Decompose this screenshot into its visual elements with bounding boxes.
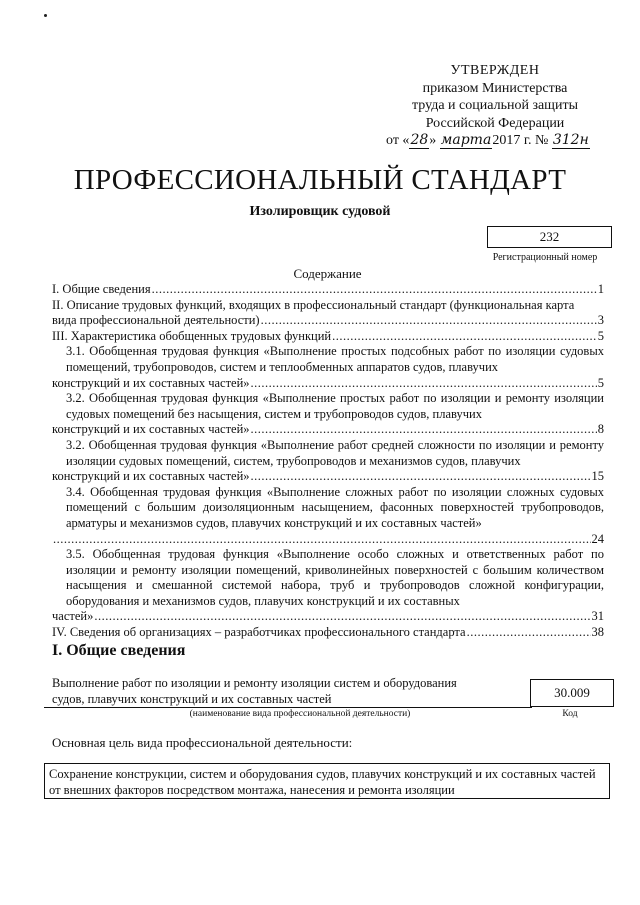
activity-caption: (наименование вида профессиональной деятельности) bbox=[189, 709, 411, 719]
toc-entry-text-end: вида профессиональной деятельности) bbox=[52, 313, 260, 328]
toc-entry bbox=[52, 329, 604, 345]
toc-entry-text: 3.4. Обобщенная трудовая функция «Выполнение сложных работ по изоляции сложных судовых помещений с большим доизоляционным насыщением, фасонных поверхностей трубопроводов, арматуры и механизмов судов, плавучих конструкций и их составных частей» bbox=[66, 484, 604, 530]
approval-date-line bbox=[380, 132, 610, 150]
approval-line-federation: Российской Федерации bbox=[425, 115, 565, 131]
goal-text-box: Сохранение конструкции, систем и оборудования судов, плавучих конструкций и их составных частей от внешних факторов посредством монтажа, нанесения и ремонта изоляции bbox=[44, 763, 610, 799]
toc-entry-text: 3.2. Обобщенная трудовая функция «Выполнение простых работ по изоляции и ремонту изоляции судовых помещений без насыщения, систем и трубопроводов судов, плавучих bbox=[66, 391, 604, 421]
handwritten-order-number: 312н bbox=[552, 132, 589, 148]
date-prefix: от « bbox=[386, 133, 410, 148]
toc-entry-text-end: частей» bbox=[52, 609, 94, 624]
toc-page-number: 1 bbox=[597, 282, 604, 296]
toc-entry-text: 3.2. Обобщенная трудовая функция «Выполнение работ средней сложности по изоляции и ремонту изоляции судовых помещений, систем, трубопроводов и механизмов судов, плавучих bbox=[66, 437, 604, 468]
toc-entry-text-end: конструкций и их составных частей» bbox=[52, 375, 250, 390]
approval-title: УТВЕРЖДЕН bbox=[450, 63, 540, 78]
registration-number-box: 232 bbox=[487, 226, 612, 248]
activity-name: Выполнение работ по изоляции и ремонту изоляции систем и оборудования судов, плавучих конструкций и их составных частей bbox=[52, 676, 457, 706]
goal-label: Основная цель вида профессиональной деятельности: bbox=[52, 735, 353, 750]
toc-entry bbox=[52, 298, 604, 329]
scan-speck bbox=[44, 14, 47, 17]
toc-entry bbox=[52, 438, 604, 485]
toc-entry-text: 3.5. Обобщенная трудовая функция «Выполнение особо сложных и ответственных работ по изоляции и ремонту изоляции помещений, криволинейных поверхностей с большим количеством насыщения и смешанной системой набора, труб и трубопроводов сложной конфигурации, оборудования и механизмов судов, плавучих конструкций и их составных bbox=[66, 547, 604, 608]
table-of-contents bbox=[52, 282, 604, 641]
toc-title: Содержание bbox=[293, 266, 362, 281]
date-year: 2017 г. № bbox=[492, 133, 549, 148]
approval-line-labour: труда и социальной защиты bbox=[412, 98, 578, 113]
toc-page-number: 5 bbox=[597, 328, 604, 343]
toc-entry-text-end: конструкций и их составных частей» bbox=[52, 422, 250, 437]
toc-page-number: 31 bbox=[591, 609, 604, 624]
toc-entry bbox=[52, 391, 604, 438]
handwritten-day: 28 bbox=[410, 132, 429, 148]
document-subtitle: Изолировщик судовой bbox=[249, 204, 391, 219]
approval-line-ministry: приказом Министерства bbox=[422, 80, 568, 96]
activity-code-label: Код bbox=[562, 709, 578, 719]
toc-entry-text: IV. Сведения об организациях – разработчиках профессионального стандарта bbox=[52, 625, 466, 640]
toc-entry bbox=[52, 344, 604, 391]
section-heading: I. Общие сведения bbox=[52, 642, 186, 659]
toc-entry-text: I. Общие сведения bbox=[52, 282, 151, 296]
approval-stamp bbox=[380, 62, 610, 150]
toc-page-number: 8 bbox=[597, 422, 604, 437]
registration-number-label: Регистрационный номер bbox=[492, 252, 598, 263]
toc-entry-text: 3.1. Обобщенная трудовая функция «Выполнение простых подсобных работ по изоляции судовых помещений, трубопроводов, систем и теплообменных аппаратов судов, плавучих bbox=[66, 344, 604, 374]
document-title: ПРОФЕССИОНАЛЬНЫЙ СТАНДАРТ bbox=[73, 164, 567, 196]
handwritten-month: марта bbox=[440, 132, 492, 148]
toc-entry bbox=[52, 282, 604, 298]
toc-page-number: 24 bbox=[591, 531, 604, 546]
toc-page-number: 15 bbox=[591, 469, 604, 484]
toc-entry-text: III. Характеристика обобщенных трудовых функций bbox=[52, 328, 332, 343]
date-mid: » bbox=[429, 133, 440, 148]
toc-entry bbox=[52, 547, 604, 625]
activity-code-box: 30.009 bbox=[530, 679, 614, 707]
toc-entry bbox=[52, 485, 604, 547]
activity-underline bbox=[44, 707, 532, 708]
toc-entry-text-end: конструкций и их составных частей» bbox=[52, 469, 250, 484]
toc-page-number: 38 bbox=[591, 625, 604, 640]
toc-page-number: 5 bbox=[597, 375, 604, 390]
toc-entry bbox=[52, 625, 604, 641]
toc-entry-text: II. Описание трудовых функций, входящих в профессиональный стандарт (функциональная карта bbox=[52, 297, 575, 312]
toc-page-number: 3 bbox=[597, 313, 604, 328]
